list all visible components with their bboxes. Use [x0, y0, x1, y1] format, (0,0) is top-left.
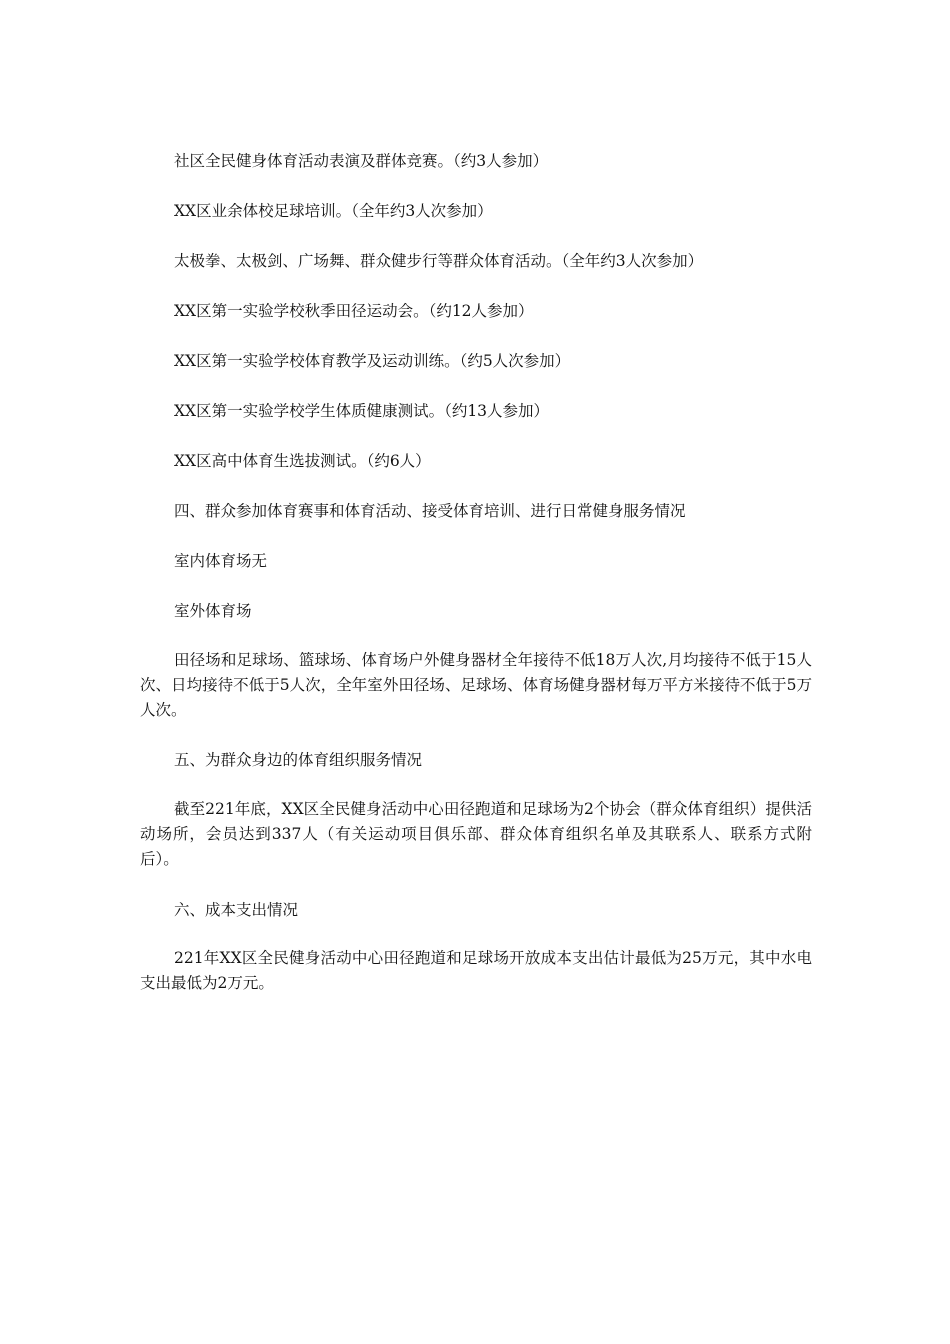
activity-line: XX区第一实验学校体育教学及运动训练。（约5人次参加） — [174, 352, 571, 370]
indoor-venue-line: 室内体育场无 — [174, 552, 268, 570]
activity-line: XX区第一实验学校秋季田径运动会。（约12人参加） — [174, 302, 534, 320]
section-four-heading: 四、群众参加体育赛事和体育活动、接受体育培训、进行日常健身服务情况 — [174, 502, 686, 520]
activity-line: 社区全民健身体育活动表演及群体竞赛。（约3人参加） — [174, 152, 549, 170]
section-five-heading: 五、为群众身边的体育组织服务情况 — [174, 751, 423, 769]
section-six-paragraph: 221年XX区全民健身活动中心田径跑道和足球场开放成本支出估计最低为25万元，其中水电支出最低为2万元。 — [140, 949, 812, 992]
activity-line: 太极拳、太极剑、广场舞、群众健步行等群众体育活动。（全年约3人次参加） — [174, 252, 704, 270]
section-five-paragraph: 截至221年底，XX区全民健身活动中心田径跑道和足球场为2个协会（群众体育组织）提供活动场所，会员达到337人（有关运动项目俱乐部、群众体育组织名单及其联系人、联系方式附后）。 — [140, 800, 812, 868]
activity-line: XX区第一实验学校学生体质健康测试。（约13人参加） — [174, 402, 550, 420]
outdoor-venue-paragraph: 田径场和足球场、篮球场、体育场户外健身器材全年接待不低18万人次,月均接待不低于15人次、日均接待不低于5人次，全年室外田径场、足球场、体育场健身器材每万平方米接待不低于5万人次。 — [140, 651, 812, 719]
section-six-heading: 六、成本支出情况 — [174, 901, 299, 919]
activity-line: XX区高中体育生选拔测试。（约6人） — [174, 452, 431, 470]
outdoor-venue-line: 室外体育场 — [174, 602, 252, 620]
activity-line: XX区业余体校足球培训。（全年约3人次参加） — [174, 202, 493, 220]
